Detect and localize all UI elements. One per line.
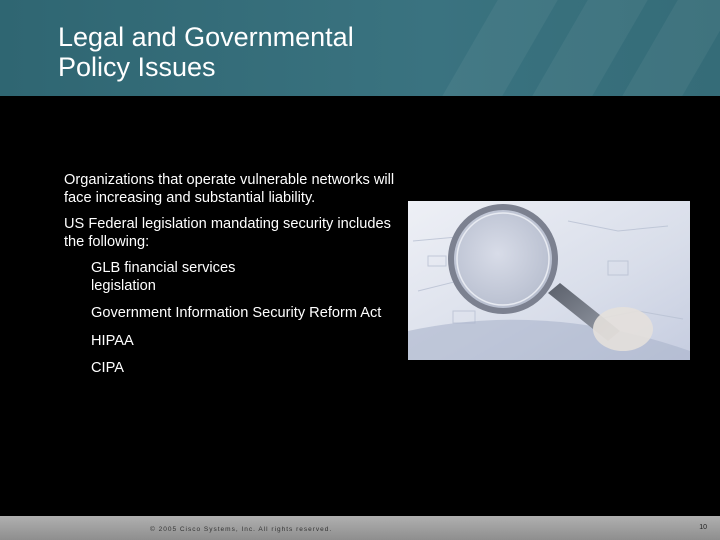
slide-title [58, 22, 354, 82]
slide-title-line-1: Legal and Governmental [58, 22, 354, 52]
bullet-item: Government Information Security Reform Act [91, 305, 382, 321]
magnifying-glass-image [408, 201, 690, 360]
slide-footer [0, 516, 720, 540]
bullet-item: HIPAA [91, 332, 134, 349]
slide-body [64, 172, 414, 388]
body-paragraph: Organizations that operate vulnerable networks will face increasing and substantial liability. [64, 172, 395, 206]
slide-title-line-2: Policy Issues [58, 52, 216, 82]
page-number: 10 [699, 524, 707, 531]
bullet-item: CIPA [91, 360, 124, 376]
copyright-text: © 2005 Cisco Systems, Inc. All rights reserved. [150, 526, 333, 533]
bullet-item: GLB financial services legislation [91, 260, 236, 294]
body-paragraph: US Federal legislation mandating security includes the following: [64, 216, 391, 250]
